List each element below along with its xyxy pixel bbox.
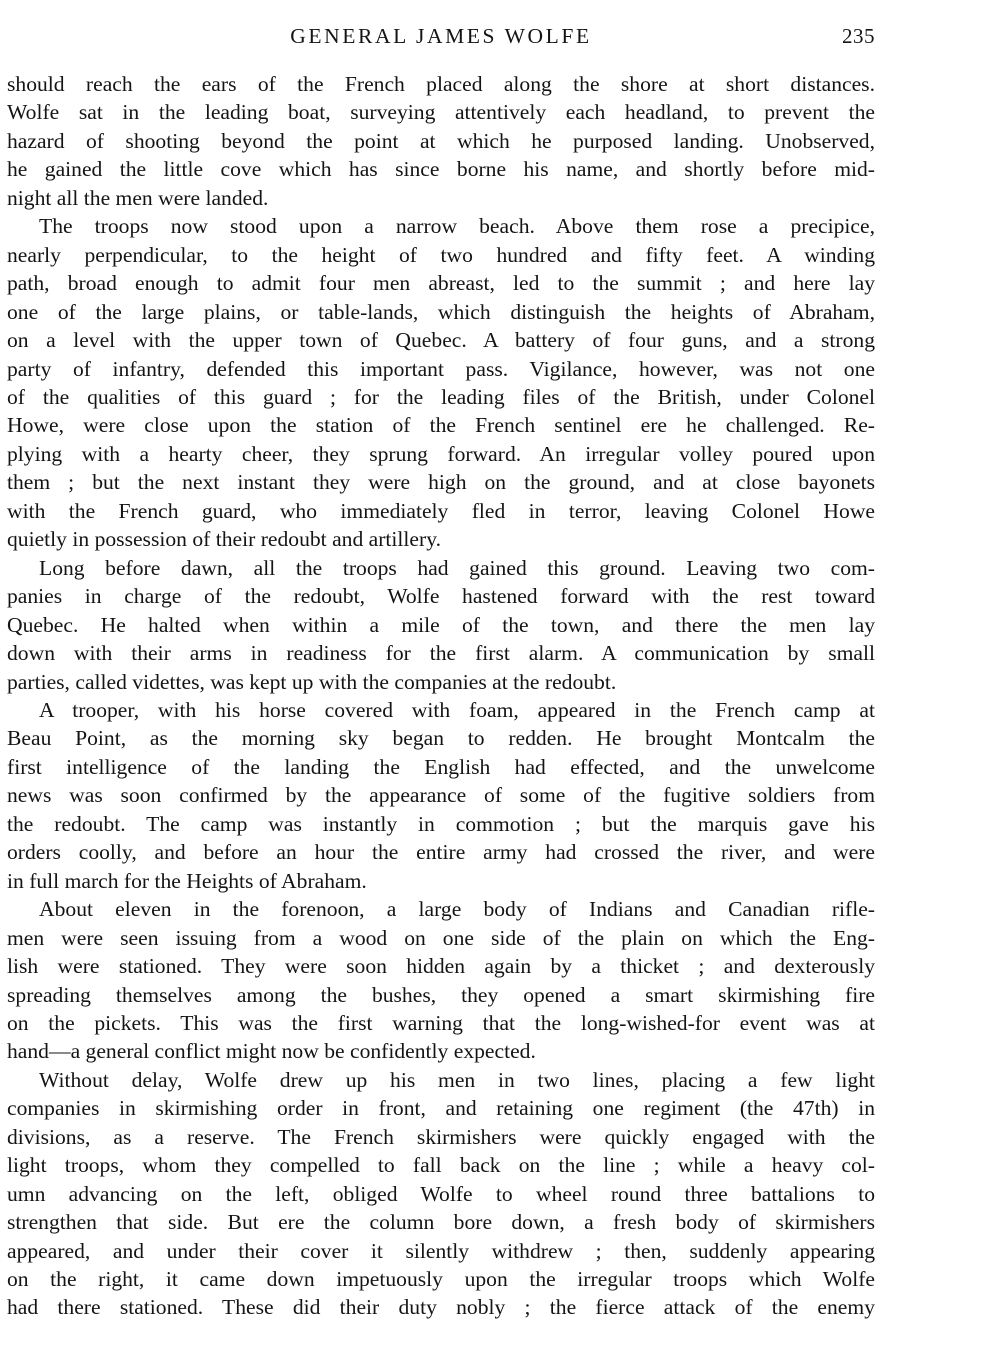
text-line: Beau Point, as the morning sky began to redden. He brought Montcalm the	[7, 726, 875, 751]
text-line: had there stationed. These did their duty nobly ; the fierce attack of the enemy	[7, 1295, 875, 1320]
text-line: divisions, as a reserve. The French skirmishers were quickly engaged with the	[7, 1124, 875, 1149]
text-line: companies in skirmishing order in front, and retaining one regiment (the 47th) in	[7, 1096, 875, 1121]
text-line: in full march for the Heights of Abraham.	[7, 868, 367, 893]
text-line: Long before dawn, all the troops had gained this ground. Leaving two com-	[39, 555, 875, 580]
text-line: strengthen that side. But ere the column bore down, a fresh body of skirmishers	[7, 1210, 875, 1235]
text-line: the redoubt. The camp was instantly in commotion ; but the marquis gave his	[7, 811, 875, 836]
text-line: on the pickets. This was the first warning that the long-wished-for event was at	[7, 1010, 875, 1035]
text-line: on the right, it came down impetuously upon the irregular troops which Wolfe	[7, 1267, 875, 1292]
body-text	[7, 70, 875, 1322]
text-line: umn advancing on the left, obliged Wolfe to wheel round three battalions to	[7, 1181, 875, 1206]
text-line: them ; but the next instant they were high on the ground, and at close bayonets	[7, 470, 875, 495]
text-line: news was soon confirmed by the appearance of some of the fugitive soldiers from	[7, 783, 875, 808]
text-line: Howe, were close upon the station of the French sentinel ere he challenged. Re-	[7, 413, 875, 438]
text-line: night all the men were landed.	[7, 185, 269, 210]
text-line: plying with a hearty cheer, they sprung forward. An irregular volley poured upon	[7, 441, 875, 466]
text-line: appeared, and under their cover it silently withdrew ; then, suddenly appearing	[7, 1238, 875, 1263]
text-line: hand—a general conflict might now be confidently expected.	[7, 1039, 536, 1064]
text-line: of the qualities of this guard ; for the leading files of the British, under Colonel	[7, 384, 875, 409]
page-header	[7, 24, 875, 54]
text-line: About eleven in the forenoon, a large body of Indians and Canadian rifle-	[39, 897, 875, 922]
paragraph	[7, 895, 875, 1066]
paragraph	[7, 554, 875, 696]
text-line: nearly perpendicular, to the height of two hundred and fifty feet. A winding	[7, 242, 875, 267]
text-line: with the French guard, who immediately fled in terror, leaving Colonel Howe	[7, 498, 875, 523]
text-line: Without delay, Wolfe drew up his men in two lines, placing a few light	[39, 1067, 875, 1092]
text-line: Quebec. He halted when within a mile of the town, and there the men lay	[7, 612, 875, 637]
text-line: spreading themselves among the bushes, they opened a smart skirmishing fire	[7, 982, 875, 1007]
text-line: hazard of shooting beyond the point at which he purposed landing. Unobserved,	[7, 128, 875, 153]
text-line: orders coolly, and before an hour the entire army had crossed the river, and were	[7, 840, 875, 865]
text-line: first intelligence of the landing the English had effected, and the unwelcome	[7, 754, 875, 779]
paragraph	[7, 1066, 875, 1322]
paragraph	[7, 696, 875, 895]
text-line: he gained the little cove which has since borne his name, and shortly before mid-	[7, 157, 875, 182]
text-line: on a level with the upper town of Quebec. A battery of four guns, and a strong	[7, 328, 875, 353]
text-line: lish were stationed. They were soon hidden again by a thicket ; and dexterously	[7, 954, 875, 979]
paragraph	[7, 212, 875, 553]
text-line: A trooper, with his horse covered with foam, appeared in the French camp at	[39, 697, 875, 722]
text-line: quietly in possession of their redoubt and artillery.	[7, 527, 441, 552]
text-line: down with their arms in readiness for the first alarm. A communication by small	[7, 641, 875, 666]
text-line: path, broad enough to admit four men abreast, led to the summit ; and here lay	[7, 271, 875, 296]
text-line: light troops, whom they compelled to fall back on the line ; while a heavy col-	[7, 1153, 875, 1178]
page-number: 235	[842, 24, 875, 48]
text-line: men were seen issuing from a wood on one side of the plain on which the Eng-	[7, 925, 875, 950]
text-line: parties, called videttes, was kept up with the companies at the redoubt.	[7, 669, 617, 694]
text-line: panies in charge of the redoubt, Wolfe hastened forward with the rest toward	[7, 584, 875, 609]
running-title: GENERAL JAMES WOLFE	[290, 24, 592, 48]
text-line: one of the large plains, or table-lands, which distinguish the heights of Abraham,	[7, 299, 875, 324]
text-line: Wolfe sat in the leading boat, surveying attentively each headland, to prevent the	[7, 100, 875, 125]
text-line: should reach the ears of the French placed along the shore at short distances.	[7, 72, 875, 96]
text-line: party of infantry, defended this important pass. Vigilance, however, was not one	[7, 356, 875, 381]
text-line: The troops now stood upon a narrow beach. Above them rose a precipice,	[39, 214, 875, 239]
paragraph	[7, 70, 875, 212]
